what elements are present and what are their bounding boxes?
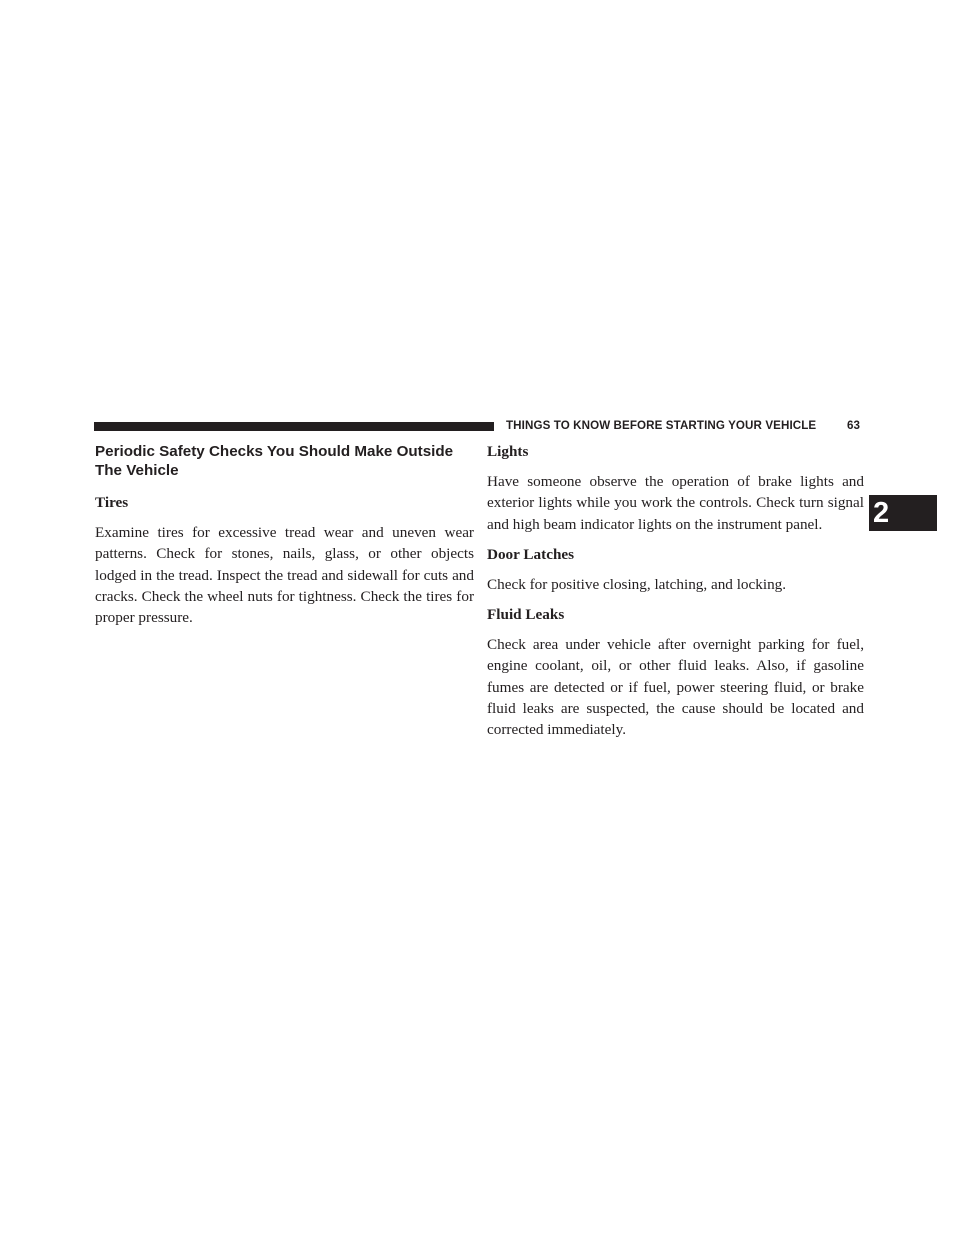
header-rule [94,422,494,431]
right-column [487,442,864,741]
fluid-leaks-paragraph: Check area under vehicle after overnight parking for fuel, engine coolant, oil, or other fluid leaks. Also, if gasoline fumes are detected or if fuel, power steering fluid, or brake fluid leaks are suspected, the cause should be located and corrected immediately. [487,636,864,739]
lights-paragraph: Have someone observe the operation of brake lights and exterior lights while you work the controls. Check turn signal and high beam indicator lights on the instrument panel. [487,473,864,533]
lights-heading: Lights [487,443,529,460]
left-column [95,442,474,628]
door-latches-heading: Door Latches [487,545,575,563]
tires-paragraph: Examine tires for excessive tread wear and uneven wear patterns. Check for stones, nails, glass, or other objects lodged in the tread. Inspect the tread and sidewall for cuts and cracks. Check the wheel nuts for tightness. Check the tires for proper pressure. [95,524,474,627]
running-header-title: THINGS TO KNOW BEFORE STARTING YOUR VEHICLE [506,419,817,432]
tires-heading: Tires [95,494,129,511]
section-title: Periodic Safety Checks You Should Make Outside The Vehicle [95,443,454,479]
page-number: 63 [847,419,860,432]
fluid-leaks-heading: Fluid Leaks [487,606,565,624]
door-latches-paragraph: Check for positive closing, latching, and locking. [487,575,787,593]
chapter-tab-number: 2 [873,497,890,529]
